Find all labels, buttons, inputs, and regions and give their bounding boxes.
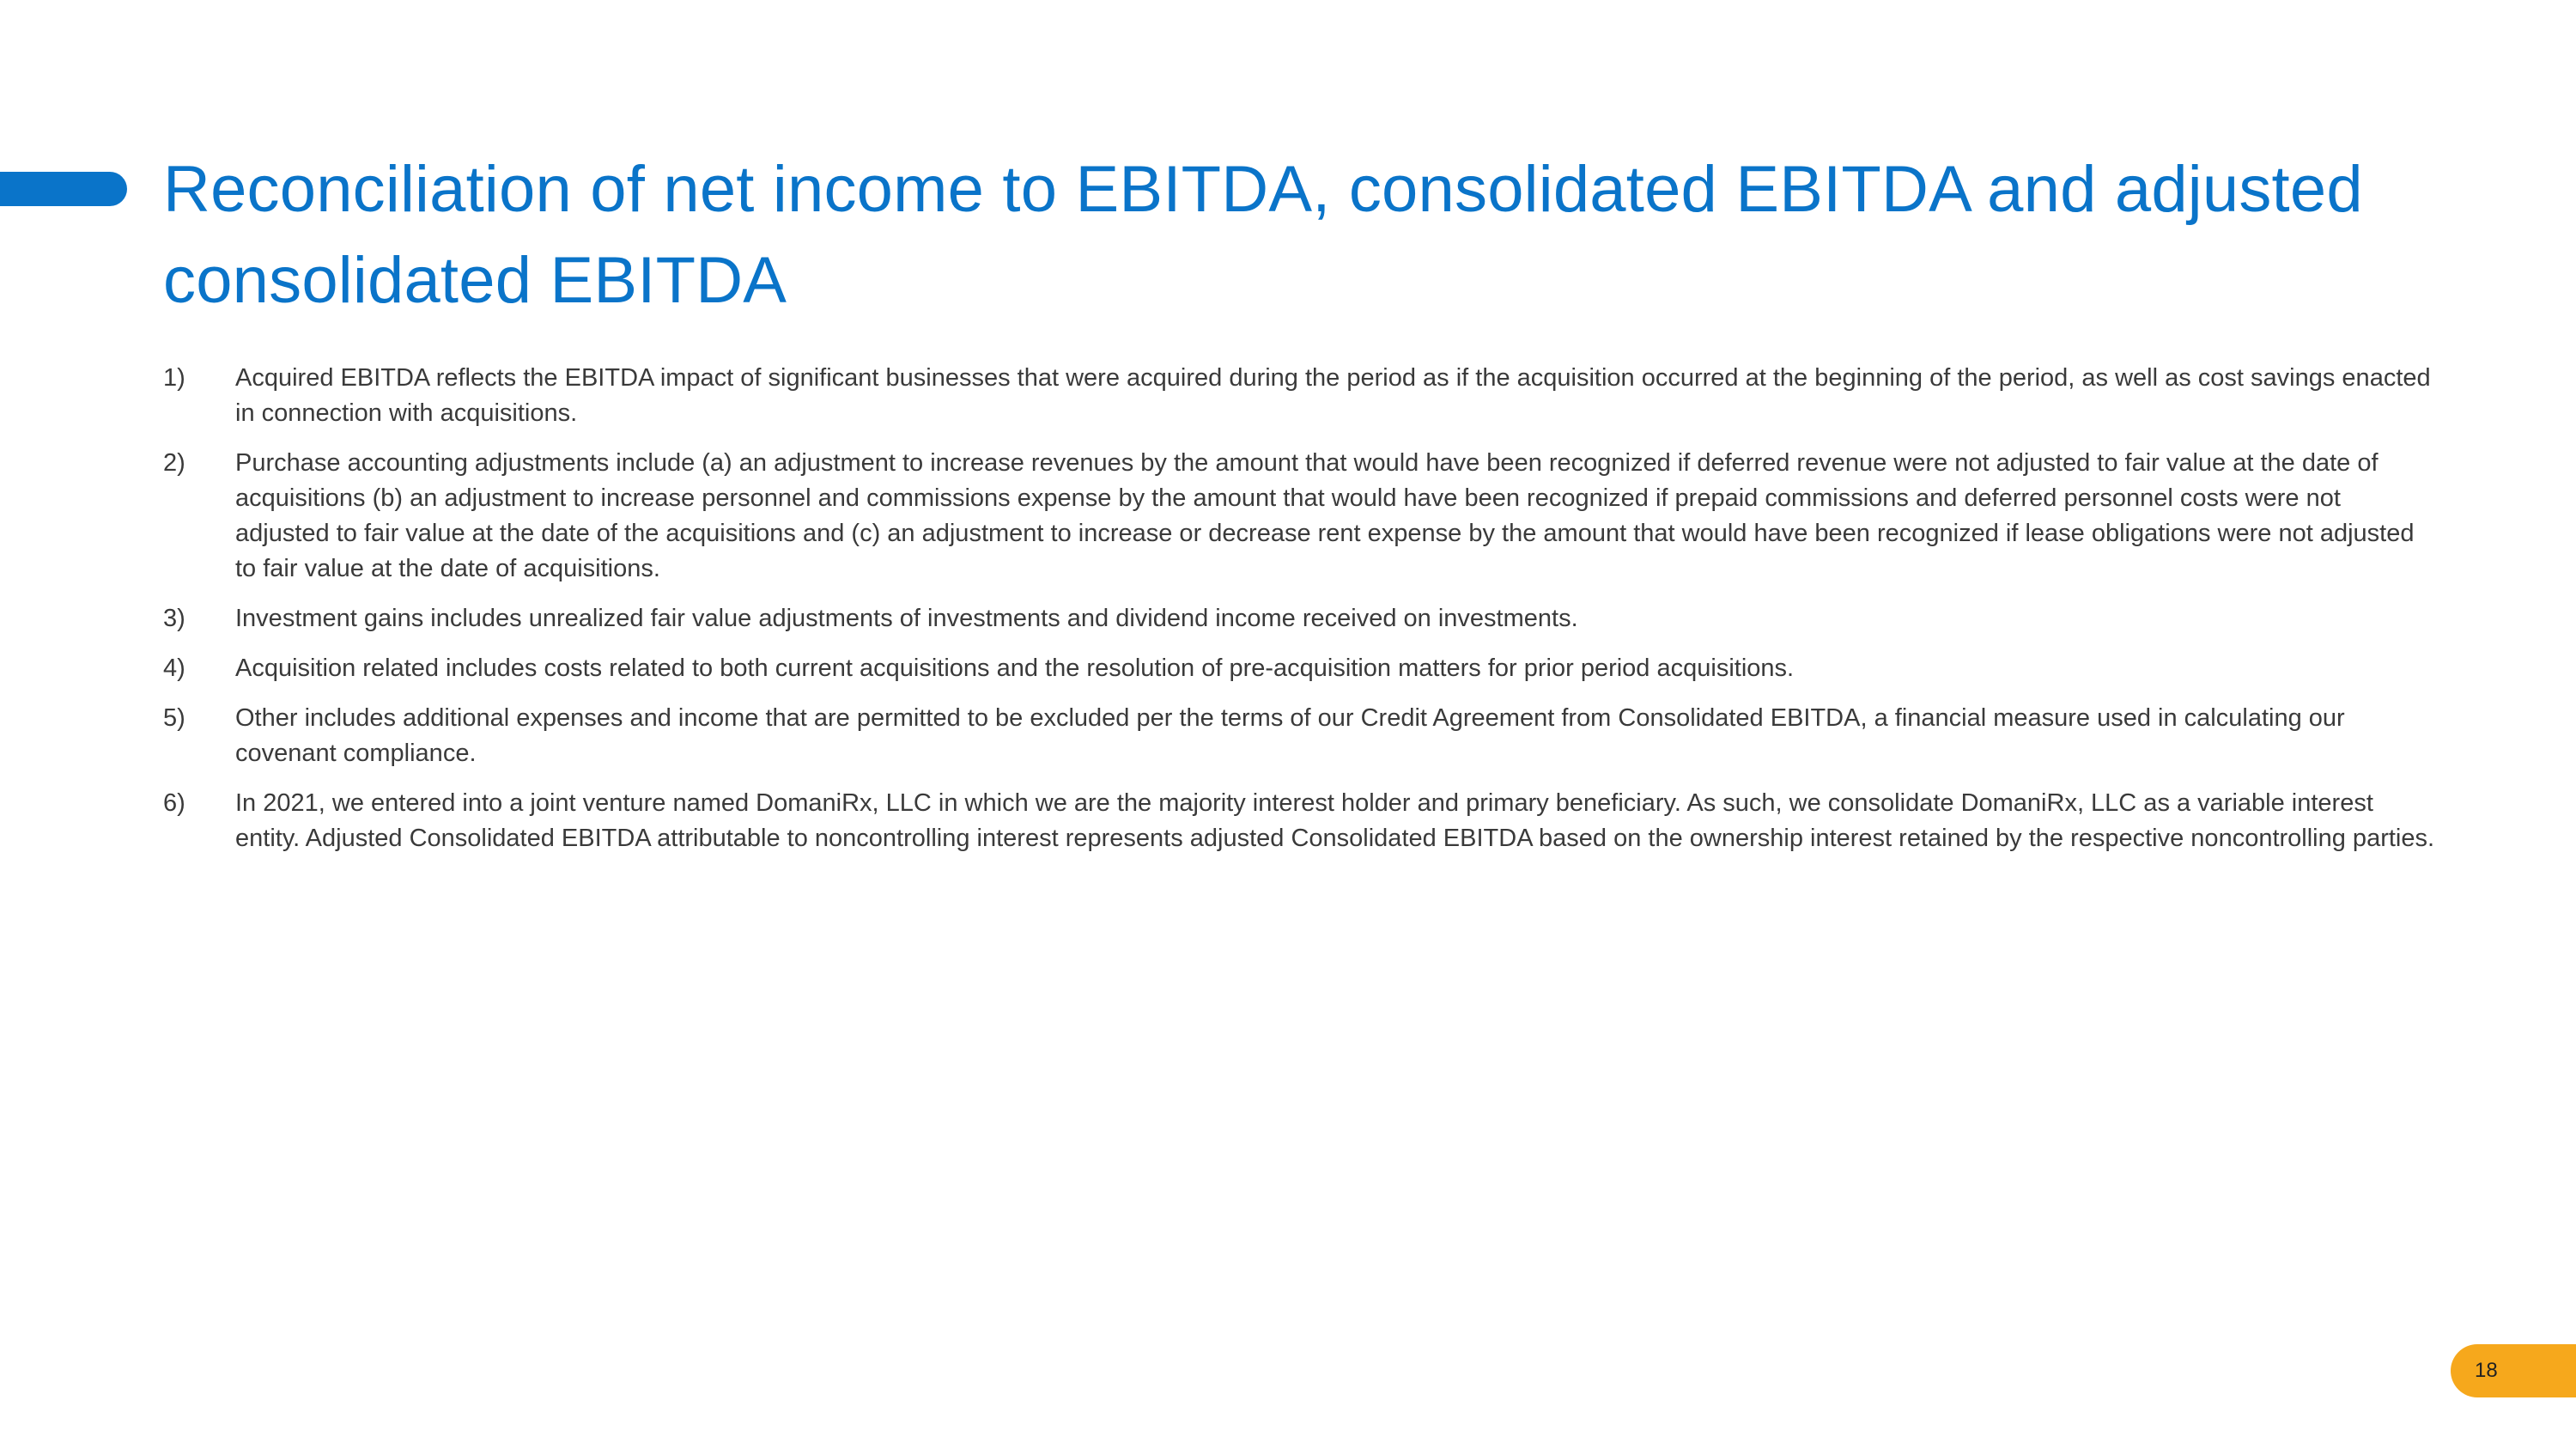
- footnote-item: [163, 446, 2439, 587]
- footnote-number: 1): [163, 364, 185, 392]
- footnote-item: [163, 651, 2439, 686]
- footnote-number: 3): [163, 605, 185, 632]
- footnotes-list: [163, 361, 2439, 871]
- footnote-text: Other includes additional expenses and income that are permitted to be excluded per the terms of our Credit Agreement from Consolidated EBITDA, a financial measure used in calculating our covenant compliance.: [235, 704, 2345, 767]
- page-number: 18: [2475, 1359, 2498, 1382]
- footnote-item: [163, 601, 2439, 636]
- footnote-number: 5): [163, 704, 185, 732]
- footnote-item: [163, 786, 2439, 856]
- footnote-text: Acquisition related includes costs related to both current acquisitions and the resolution of pre-acquisition matters for prior period acquisitions.: [235, 654, 1795, 682]
- footnote-text: Purchase accounting adjustments include (a) an adjustment to increase revenues by the amount that would have been recognized if deferred revenue were not adjusted to fair value at the date of acquisitions (b) an adjustment to increase personnel and commissions expense by the amount that would have been recognized if prepaid commissions and deferred personnel costs were not adjusted to fair value at the date of the acquisitions and (c) an adjustment to increase or decrease rent expense by the amount that would have been recognized if lease obligations were not adjusted to fair value at the date of acquisitions.: [235, 449, 2415, 582]
- footnote-item: [163, 701, 2439, 771]
- footnote-text: Acquired EBITDA reflects the EBITDA impact of significant businesses that were acquired during the period as if the acquisition occurred at the beginning of the period, as well as cost savings enacted in connection with acquisitions.: [235, 364, 2431, 427]
- footnote-item: [163, 361, 2439, 431]
- footnote-number: 2): [163, 449, 185, 477]
- page-title: Reconciliation of net income to EBITDA, consolidated EBITDA and adjusted consolidated EBITDA: [163, 153, 2363, 317]
- footnote-number: 4): [163, 654, 185, 682]
- footnote-number: 6): [163, 789, 185, 817]
- footnote-text: Investment gains includes unrealized fair value adjustments of investments and dividend income received on investments.: [235, 605, 1578, 632]
- page-number-badge: [2451, 1344, 2576, 1397]
- title-accent-bar: [0, 172, 127, 206]
- footnote-text: In 2021, we entered into a joint venture named DomaniRx, LLC in which we are the majority interest holder and primary beneficiary. As such, we consolidate DomaniRx, LLC as a variable interest entity. Adjusted Consolidated EBITDA attributable to noncontrolling interest represents adjusted Consolidated EBITDA based on the ownership interest retained by the respective noncontrolling parties.: [235, 789, 2435, 852]
